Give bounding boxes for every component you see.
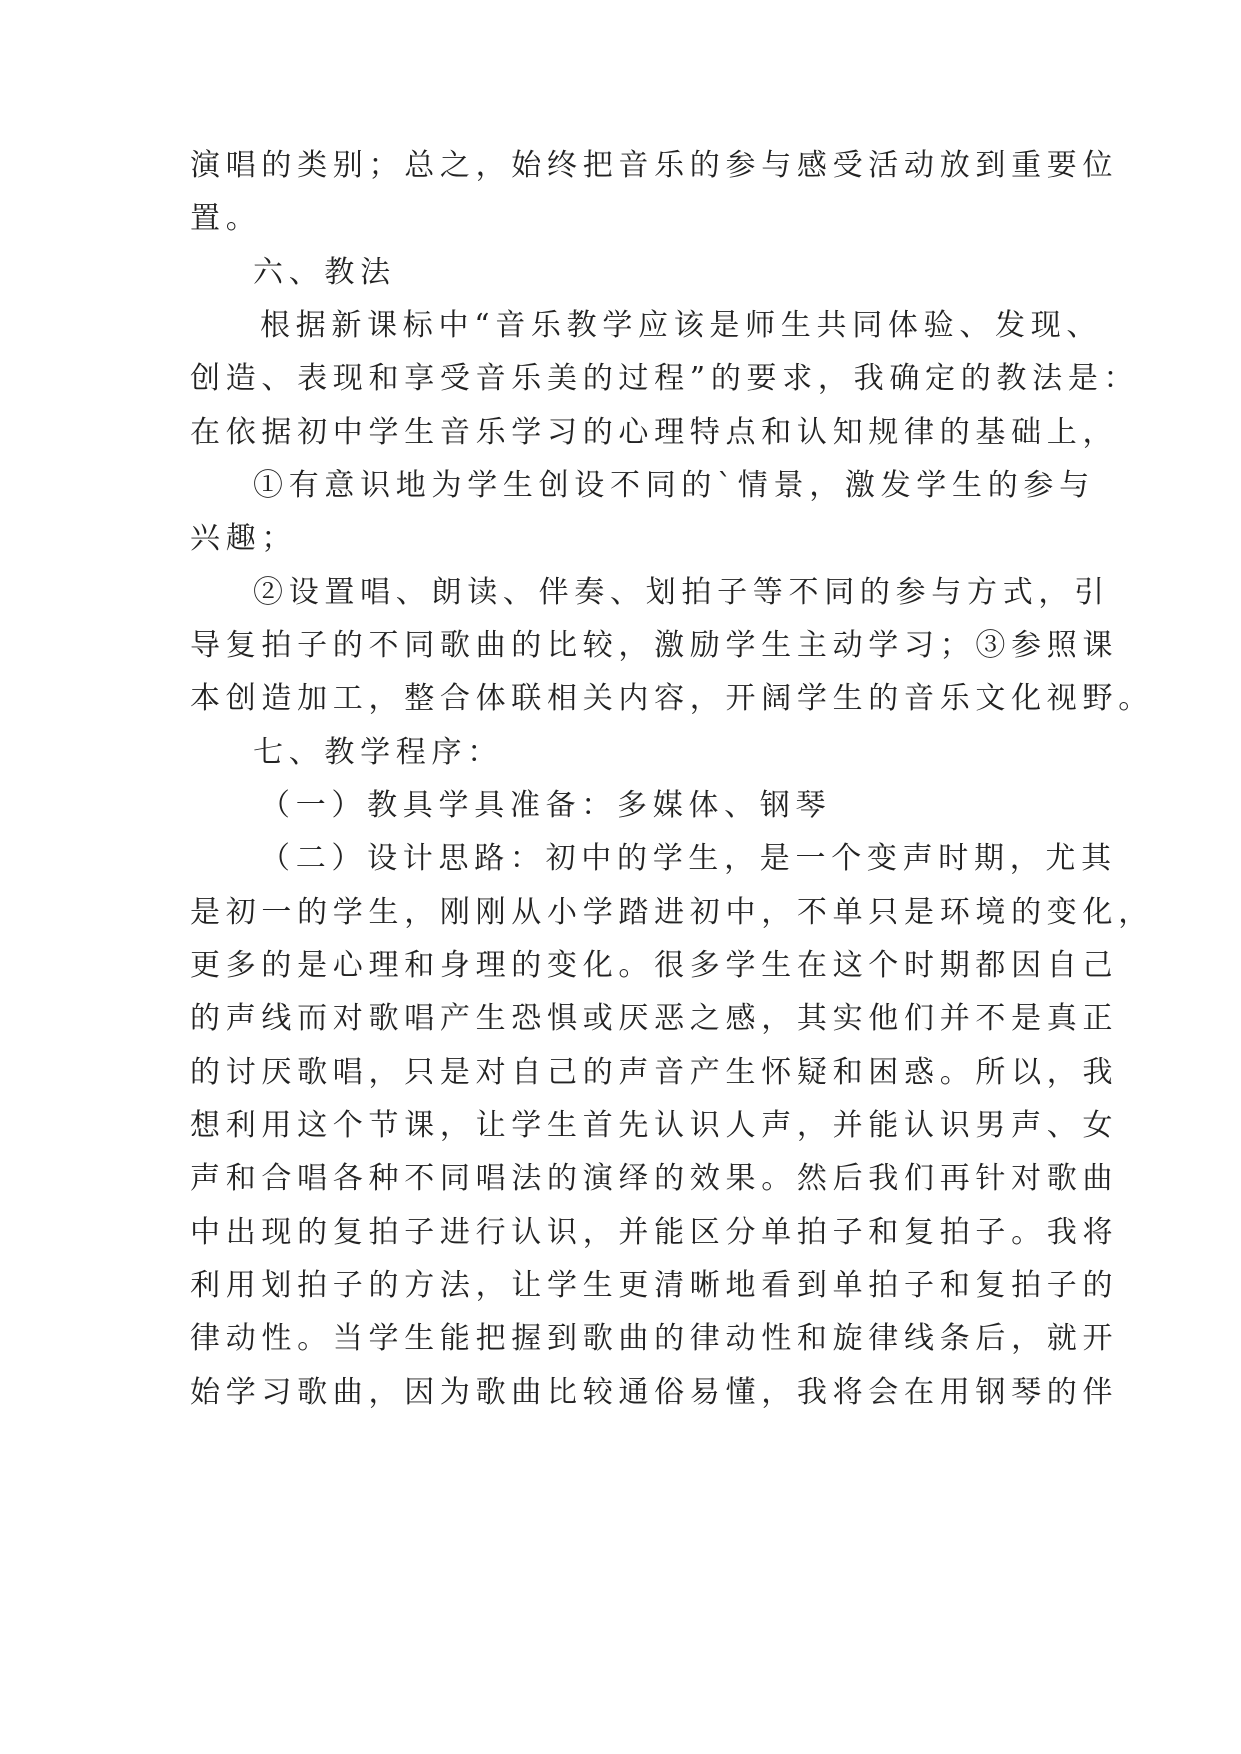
text-line: 律动性。当学生能把握到歌曲的律动性和旋律线条后，就开	[190, 1321, 1119, 1356]
subsection-2: （二）设计思路：初中的学生，是一个变声时期，尤其	[260, 841, 1117, 876]
text-line: 始学习歌曲，因为歌曲比较通俗易懂，我将会在用钢琴的伴	[190, 1375, 1119, 1410]
text-line: 根据新课标中“音乐教学应该是师生共同体验、发现、	[260, 308, 1103, 343]
list-item-2: ②设置唱、朗读、伴奏、划拍子等不同的参与方式，引	[253, 575, 1110, 610]
text-line: 创造、表现和享受音乐美的过程”的要求，我确定的教法是：	[190, 361, 1140, 396]
text-line: 利用划拍子的方法，让学生更清晰地看到单拍子和复拍子的	[190, 1268, 1119, 1303]
text-line: 置。	[190, 201, 262, 236]
text-line: 在依据初中学生音乐学习的心理特点和认知规律的基础上，	[190, 415, 1119, 450]
text-line: 的讨厌歌唱，只是对自己的声音产生怀疑和困惑。所以，我	[190, 1055, 1119, 1090]
subsection-1: （一）教具学具准备：多媒体、钢琴	[260, 788, 832, 823]
section-heading-teaching-procedure: 七、教学程序：	[253, 735, 503, 770]
text-line: 本创造加工，整合体联相关内容，开阔学生的音乐文化视野。	[190, 681, 1154, 716]
text-line: 想利用这个节课，让学生首先认识人声，并能认识男声、女	[190, 1108, 1119, 1143]
text-line: 导复拍子的不同歌曲的比较，激励学生主动学习；③参照课	[190, 628, 1119, 663]
section-heading-teaching-method: 六、教法	[253, 255, 396, 290]
text-line: 中出现的复拍子进行认识，并能区分单拍子和复拍子。我将	[190, 1215, 1119, 1250]
text-line: 的声线而对歌唱产生恐惧或厌恶之感，其实他们并不是真正	[190, 1001, 1119, 1036]
text-line: 是初一的学生，刚刚从小学踏进初中，不单只是环境的变化，	[190, 895, 1154, 930]
text-line: 声和合唱各种不同唱法的演绎的效果。然后我们再针对歌曲	[190, 1161, 1119, 1196]
text-line: 兴趣；	[190, 521, 298, 556]
text-line: 演唱的类别；总之，始终把音乐的参与感受活动放到重要位	[190, 148, 1119, 183]
text-line: 更多的是心理和身理的变化。很多学生在这个时期都因自己	[190, 948, 1119, 983]
list-item-1: ①有意识地为学生创设不同的`情景，激发学生的参与	[253, 468, 1095, 503]
